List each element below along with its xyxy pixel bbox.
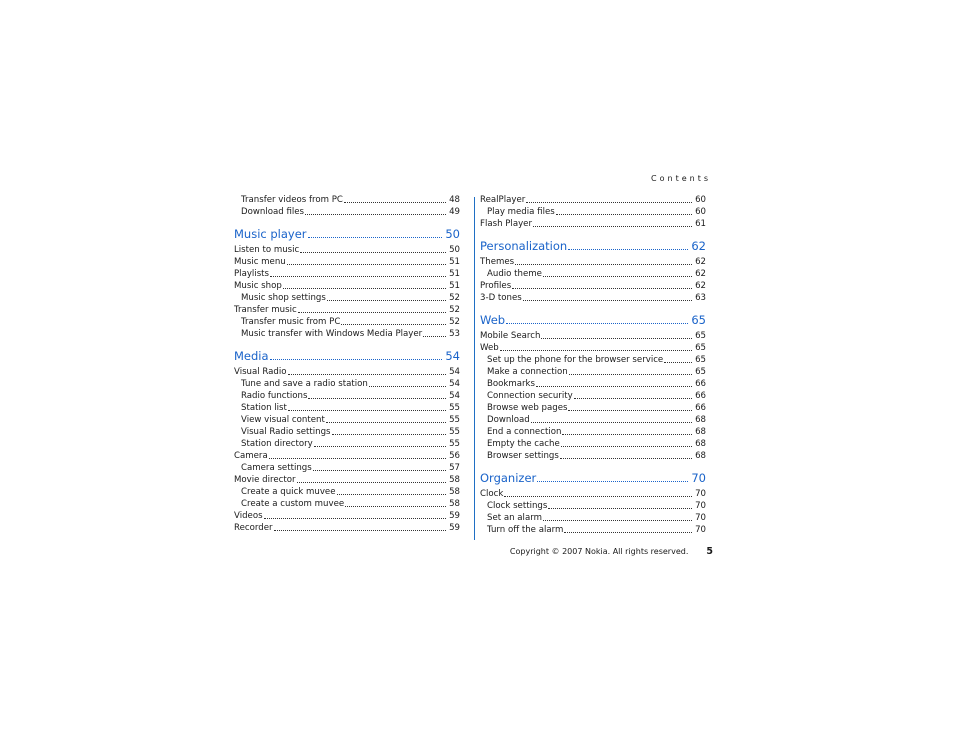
entry-title: Play media files	[487, 207, 555, 217]
entry-title: Connection security	[487, 391, 573, 401]
page-ref: 70	[695, 525, 706, 535]
entry-title: Mobile Search	[480, 331, 541, 341]
toc-entry[interactable]	[234, 462, 460, 474]
toc-entry[interactable]	[234, 194, 460, 206]
page-ref: 56	[449, 451, 460, 461]
dot-leader	[569, 374, 692, 375]
dot-leader	[326, 422, 446, 423]
entry-title: Create a custom muvee	[241, 499, 345, 509]
toc-entry[interactable]	[480, 280, 706, 292]
dot-leader	[332, 434, 447, 435]
toc-section-heading[interactable]	[234, 226, 460, 242]
dot-leader	[344, 202, 446, 203]
entry-title: Camera settings	[241, 463, 312, 473]
toc-entry[interactable]	[234, 304, 460, 316]
toc-section-heading[interactable]	[480, 238, 706, 254]
entry-title: Audio theme	[487, 269, 542, 279]
page-ref: 55	[449, 403, 460, 413]
entry-title: 3-D tones	[480, 293, 522, 303]
page-ref: 62	[691, 239, 706, 253]
dot-leader	[264, 518, 447, 519]
entry-title: Browser settings	[487, 451, 559, 461]
dot-leader	[562, 434, 692, 435]
entry-title: Music shop settings	[241, 293, 326, 303]
dot-leader	[512, 288, 692, 289]
page-ref: 63	[695, 293, 706, 303]
toc-entry[interactable]	[480, 500, 706, 512]
toc-entry[interactable]	[234, 244, 460, 256]
page-ref: 58	[449, 487, 460, 497]
page-ref: 68	[695, 451, 706, 461]
page-ref: 68	[695, 415, 706, 425]
dot-leader	[327, 300, 446, 301]
toc-entry[interactable]	[480, 330, 706, 342]
dot-leader	[531, 422, 692, 423]
page-ref: 65	[695, 343, 706, 353]
toc-entry[interactable]	[234, 206, 460, 218]
toc-section-heading[interactable]	[234, 348, 460, 364]
dot-leader	[500, 350, 692, 351]
page-ref: 51	[449, 281, 460, 291]
section-title: Media	[234, 349, 269, 363]
entry-title: Movie director	[234, 475, 296, 485]
toc-entry[interactable]	[234, 510, 460, 522]
page-ref: 52	[449, 293, 460, 303]
entry-title: Radio functions	[241, 391, 308, 401]
toc-entry[interactable]	[480, 426, 706, 438]
page-ref: 51	[449, 257, 460, 267]
toc-entry[interactable]	[234, 402, 460, 414]
dot-leader	[369, 386, 446, 387]
toc-entry[interactable]	[234, 498, 460, 510]
dot-leader	[556, 214, 692, 215]
section-title: Personalization	[480, 239, 568, 253]
dot-leader	[269, 458, 446, 459]
dot-leader	[526, 202, 692, 203]
dot-leader	[523, 300, 692, 301]
dot-leader	[548, 508, 692, 509]
column-divider	[474, 197, 475, 540]
entry-title: Playlists	[234, 269, 270, 279]
page-ref: 58	[449, 499, 460, 509]
page-ref: 57	[449, 463, 460, 473]
toc-column-left	[234, 194, 460, 534]
page-ref: 59	[449, 511, 460, 521]
toc-entry[interactable]	[234, 280, 460, 292]
toc-entry[interactable]	[480, 524, 706, 536]
toc-entry[interactable]	[480, 268, 706, 280]
dot-leader	[537, 481, 688, 482]
page-ref: 54	[449, 379, 460, 389]
page-ref: 55	[449, 427, 460, 437]
page-ref: 51	[449, 269, 460, 279]
dot-leader	[287, 264, 446, 265]
page-ref: 52	[449, 317, 460, 327]
toc-column-right	[480, 194, 706, 536]
page-ref: 55	[449, 415, 460, 425]
dot-leader	[564, 532, 692, 533]
toc-section-heading[interactable]	[480, 470, 706, 486]
dot-leader	[305, 214, 446, 215]
section-title: Web	[480, 313, 506, 327]
toc-entry[interactable]	[480, 354, 706, 366]
page-ref: 61	[695, 219, 706, 229]
entry-title: Web	[480, 343, 499, 353]
toc-entry[interactable]	[234, 378, 460, 390]
toc-entry[interactable]	[480, 194, 706, 206]
entry-title: Bookmarks	[487, 379, 536, 389]
dot-leader	[314, 446, 446, 447]
dot-leader	[288, 374, 447, 375]
entry-title: RealPlayer	[480, 195, 526, 205]
dot-leader	[297, 482, 447, 483]
page-ref: 66	[695, 379, 706, 389]
page-ref: 60	[695, 195, 706, 205]
dot-leader	[337, 494, 447, 495]
entry-title: Transfer music	[234, 305, 297, 315]
entry-title: Recorder	[234, 523, 273, 533]
dot-leader	[423, 336, 446, 337]
entry-title: Clock	[480, 489, 504, 499]
entry-title: Set up the phone for the browser service	[487, 355, 664, 365]
page-ref: 66	[695, 391, 706, 401]
entry-title: View visual content	[241, 415, 325, 425]
toc-entry[interactable]	[480, 218, 706, 230]
toc-entry[interactable]	[480, 342, 706, 354]
entry-title: Clock settings	[487, 501, 548, 511]
entry-title: Camera	[234, 451, 268, 461]
toc-entry[interactable]	[234, 474, 460, 486]
toc-entry[interactable]	[234, 450, 460, 462]
section-title: Music player	[234, 227, 307, 241]
entry-title: Videos	[234, 511, 263, 521]
dot-leader	[561, 446, 692, 447]
page-ref: 70	[691, 471, 706, 485]
dot-leader	[308, 398, 446, 399]
page-ref: 65	[695, 331, 706, 341]
entry-title: Listen to music	[234, 245, 300, 255]
dot-leader	[568, 410, 692, 411]
dot-leader	[270, 276, 446, 277]
section-title: Organizer	[480, 471, 537, 485]
page-ref: 60	[695, 207, 706, 217]
entry-title: Music transfer with Windows Media Player	[241, 329, 423, 339]
dot-leader	[543, 520, 692, 521]
page-ref: 62	[695, 269, 706, 279]
entry-title: Music shop	[234, 281, 282, 291]
dot-leader	[574, 398, 692, 399]
entry-title: Themes	[480, 257, 515, 267]
dot-leader	[288, 410, 446, 411]
entry-title: Visual Radio	[234, 367, 287, 377]
dot-leader	[664, 362, 692, 363]
page-ref: 58	[449, 475, 460, 485]
toc-entry[interactable]	[480, 402, 706, 414]
toc-entry[interactable]	[480, 292, 706, 304]
dot-leader	[300, 252, 446, 253]
toc-entry[interactable]	[234, 414, 460, 426]
entry-title: Make a connection	[487, 367, 568, 377]
dot-leader	[504, 496, 692, 497]
entry-title: Browse web pages	[487, 403, 568, 413]
toc-entry[interactable]	[480, 366, 706, 378]
entry-title: Music menu	[234, 257, 286, 267]
toc-entry[interactable]	[234, 256, 460, 268]
copyright-notice: Copyright © 2007 Nokia. All rights reserved.	[509, 547, 689, 556]
page-ref: 62	[695, 257, 706, 267]
page-ref: 59	[449, 523, 460, 533]
entry-title: Station directory	[241, 439, 313, 449]
dot-leader	[313, 470, 446, 471]
page-ref: 65	[695, 355, 706, 365]
dot-leader	[536, 386, 692, 387]
entry-title: Create a quick muvee	[241, 487, 336, 497]
page-ref: 70	[695, 489, 706, 499]
page-ref: 65	[695, 367, 706, 377]
entry-title: Download files	[241, 207, 305, 217]
toc-entry[interactable]	[480, 438, 706, 450]
page-ref: 54	[449, 391, 460, 401]
toc-entry[interactable]	[234, 522, 460, 534]
dot-leader	[308, 237, 443, 238]
toc-entry[interactable]	[234, 366, 460, 378]
dot-leader	[298, 312, 446, 313]
toc-entry[interactable]	[234, 486, 460, 498]
page-number: 5	[706, 546, 713, 557]
entry-title: Tune and save a radio station	[241, 379, 368, 389]
dot-leader	[506, 323, 688, 324]
toc-entry[interactable]	[234, 292, 460, 304]
page-ref: 65	[691, 313, 706, 327]
dot-leader	[515, 264, 692, 265]
toc-entry[interactable]	[480, 450, 706, 462]
dot-leader	[533, 226, 692, 227]
toc-entry[interactable]	[234, 268, 460, 280]
toc-entry[interactable]	[480, 390, 706, 402]
entry-title: Flash Player	[480, 219, 532, 229]
page-ref: 54	[449, 367, 460, 377]
entry-title: Visual Radio settings	[241, 427, 331, 437]
dot-leader	[543, 276, 692, 277]
entry-title: Transfer music from PC	[241, 317, 341, 327]
page-ref: 68	[695, 427, 706, 437]
toc-entry[interactable]	[480, 512, 706, 524]
entry-title: End a connection	[487, 427, 562, 437]
toc-entry[interactable]	[234, 328, 460, 340]
toc-entry[interactable]	[234, 316, 460, 328]
page-ref: 54	[445, 349, 460, 363]
dot-leader	[270, 359, 443, 360]
dot-leader	[568, 249, 688, 250]
entry-title: Station list	[241, 403, 287, 413]
dot-leader	[341, 324, 446, 325]
page-ref: 50	[449, 245, 460, 255]
running-header: Contents	[651, 174, 711, 183]
entry-title: Transfer videos from PC	[241, 195, 343, 205]
dot-leader	[274, 530, 447, 531]
page-ref: 70	[695, 501, 706, 511]
page-ref: 55	[449, 439, 460, 449]
entry-title: Set an alarm	[487, 513, 542, 523]
page-ref: 66	[695, 403, 706, 413]
page-ref: 48	[449, 195, 460, 205]
toc-entry[interactable]	[234, 390, 460, 402]
page-footer	[480, 546, 713, 557]
page-ref: 49	[449, 207, 460, 217]
toc-entry[interactable]	[480, 414, 706, 426]
toc-entry[interactable]	[480, 206, 706, 218]
dot-leader	[283, 288, 446, 289]
page-ref: 68	[695, 439, 706, 449]
toc-entry[interactable]	[234, 438, 460, 450]
page-ref: 52	[449, 305, 460, 315]
toc-entry[interactable]	[480, 488, 706, 500]
entry-title: Download	[487, 415, 530, 425]
page-ref: 53	[449, 329, 460, 339]
toc-entry[interactable]	[480, 256, 706, 268]
dot-leader	[541, 338, 692, 339]
toc-entry[interactable]	[234, 426, 460, 438]
entry-title: Turn off the alarm	[487, 525, 564, 535]
dot-leader	[345, 506, 446, 507]
page-ref: 50	[445, 227, 460, 241]
page-ref: 62	[695, 281, 706, 291]
page-ref: 70	[695, 513, 706, 523]
entry-title: Empty the cache	[487, 439, 560, 449]
dot-leader	[560, 458, 692, 459]
toc-section-heading[interactable]	[480, 312, 706, 328]
entry-title: Profiles	[480, 281, 512, 291]
toc-entry[interactable]	[480, 378, 706, 390]
